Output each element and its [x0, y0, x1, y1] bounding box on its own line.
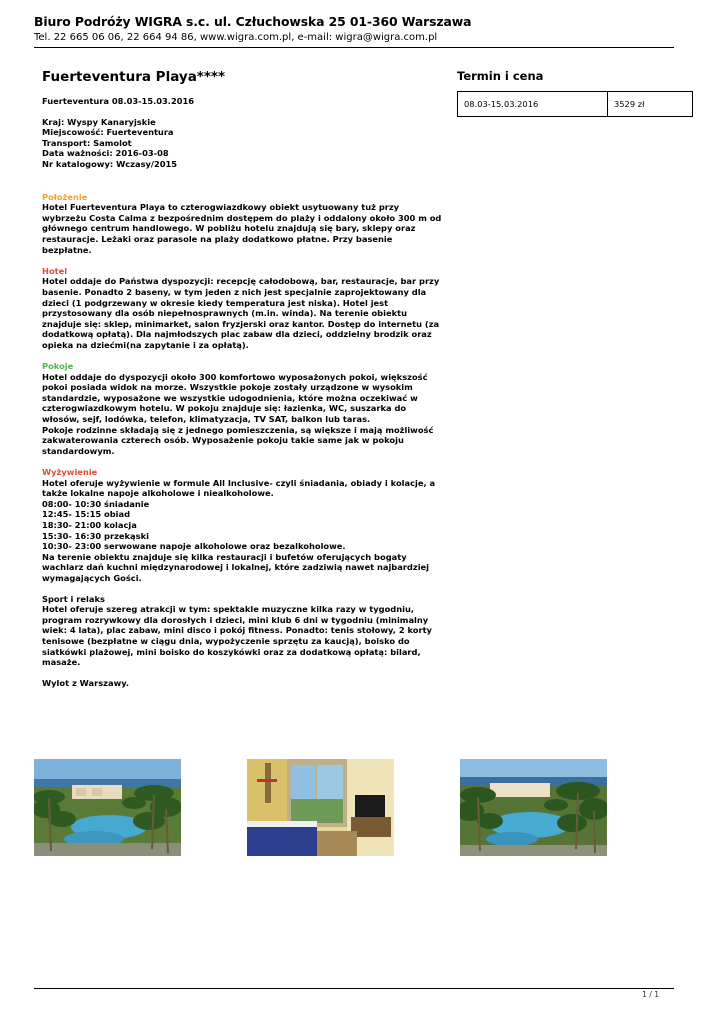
price-table [457, 91, 693, 117]
section-text-hotel: Hotel oddaje do Państwa dyspozycji: recepcję całodobową, bar, restauracje, bar przy basenie. Ponadto 2 baseny, w tym jeden z nich jest specjalnie zaprojektowany dla dzieci (1 podgrzewany w okresie kiedy temperatura jest niska). Hotel jest przystosowany dla osób niepełnosprawnych (m.in. winda). Na terenie obiektu znajduje się: sklep, minimarket, salon fryzjerski oraz kantor. Dostęp do internetu (za dodatkową opłatą). Dla najmłodszych plac zabaw dla dzieci, oddzielny brodzik oraz opieka na dziećmi(na zapytanie i za opłatą). [42, 276, 440, 350]
detail-catalog-number: Nr katalogowy: Wczasy/2015 [42, 158, 178, 169]
price-row [458, 92, 693, 117]
detail-country: Kraj: Wyspy Kanaryjskie [42, 116, 156, 127]
header-divider [34, 47, 674, 48]
price-heading: Termin i cena [457, 69, 544, 83]
offer-subtitle: Fuerteventura 08.03-15.03.2016 [42, 96, 195, 106]
section-text-wyzywienie-intro: Hotel oferuje wyżywienie w formule All Inclusive- czyli śniadania, obiady i kolacje, a także lokalne napoje alkoholowe i niealkoholowe. [42, 477, 436, 499]
detail-valid-date: Data ważności: 2016-03-08 [42, 148, 169, 159]
meal-schedule-item: 12:45- 15:15 obiad [42, 509, 131, 520]
meal-schedule-item: 18:30- 21:00 kolacja [42, 519, 137, 530]
hotel-photo-pool [34, 759, 181, 856]
section-heading-wyzywienie: Wyżywienie [42, 467, 98, 477]
section-text-pokoje-family: Pokoje rodzinne składają się z jednego pomieszczenia, są większe i mają możliwość zakwaterowania czterech osób. Wyposażenie pokoju takie same jak w pokoju standardowym. [42, 424, 434, 456]
footer-divider [34, 988, 674, 989]
company-name: Biuro Podróży WIGRA s.c. ul. Człuchowska 25 01-360 Warszawa [34, 14, 472, 29]
section-text-wyzywienie-outro: Na terenie obiektu znajduje się kilka restauracji i bufetów oferujących bogaty wachlarz dań kuchni międzynarodowej i lokalnej, które zadziwią nawet najbardziej wymagających Gości. [42, 551, 430, 583]
hotel-photo-room [247, 759, 394, 856]
pool-palms-image [34, 759, 181, 856]
section-heading-sport: Sport i relaks [42, 593, 105, 604]
section-heading-pokoje: Pokoje [42, 361, 74, 372]
meal-schedule-item: 10:30- 23:00 serwowane napoje alkoholowe oraz bezalkoholowe. [42, 541, 346, 552]
offer-content [42, 96, 442, 688]
departure-note: Wylot z Warszawy. [42, 677, 130, 688]
detail-location: Miejscowość: Fuerteventura [42, 127, 174, 138]
garden-palms-image [460, 759, 607, 856]
offer-title: Fuerteventura Playa**** [42, 69, 226, 85]
page-number: 1 / 1 [642, 990, 659, 999]
section-text-polozenie: Hotel Fuerteventura Playa to czterogwiazdkowy obiekt usytuowany tuż przy wybrzeżu Costa Calma z bezpośrednim dostępem do plaży i oddalony około 300 m od głównego centrum handlowego. W pobliżu hotelu znajdują się bary, sklepy oraz restauracje. Leżaki oraz parasole na plaży dodatkowo płatne. Przy basenie bezpłatne. [42, 202, 442, 255]
price-term: 08.03-15.03.2016 [458, 92, 608, 117]
hotel-photo-garden [460, 759, 607, 856]
room-interior-image [247, 759, 394, 856]
company-contact: Tel. 22 665 06 06, 22 664 94 86, www.wigra.com.pl, e-mail: wigra@wigra.com.pl [34, 32, 438, 43]
page-header [34, 14, 674, 44]
meal-schedule-item: 15:30- 16:30 przekąski [42, 530, 149, 541]
section-text-sport: Hotel oferuje szereg atrakcji w tym: spektakle muzyczne kilka razy w tygodniu, program rozrywkowy dla dorosłych i dzieci, mini klub 6 dni w tygodniu (minimalny wiek: 4 lata), plac zabaw, mini disco i pokój fitness. Ponadto: tenis stołowy, 2 korty tenisowe (bezpłatne w ciągu dnia, wypożyczenie sprzętu za kaucją), boisko do siatkówki plażowej, mini boisko do koszykówki oraz za dodatkową opłatą: bilard, masaże. [42, 604, 432, 668]
price-value: 3529 zł [608, 92, 693, 117]
section-text-pokoje: Hotel oddaje do dyspozycji około 300 komfortowo wyposażonych pokoi, większość pokoi posiada widok na morze. Wszystkie pokoje zostały urządzone w wysokim standardzie, wyposażone we wszystkie udogodnienia, które można oczekiwać w czterogwiazdkowym hotelu. W pokoju znajduje się: łazienka, WC, suszarka do włosów, sejf, lodówka, telefon, klimatyzacja, TV SAT, balkon lub taras. [42, 371, 428, 425]
section-heading-polozenie: Położenie [42, 191, 88, 202]
meal-schedule-item: 08:00- 10:30 śniadanie [42, 498, 150, 509]
detail-transport: Transport: Samolot [42, 137, 132, 148]
section-heading-hotel: Hotel [42, 265, 68, 276]
